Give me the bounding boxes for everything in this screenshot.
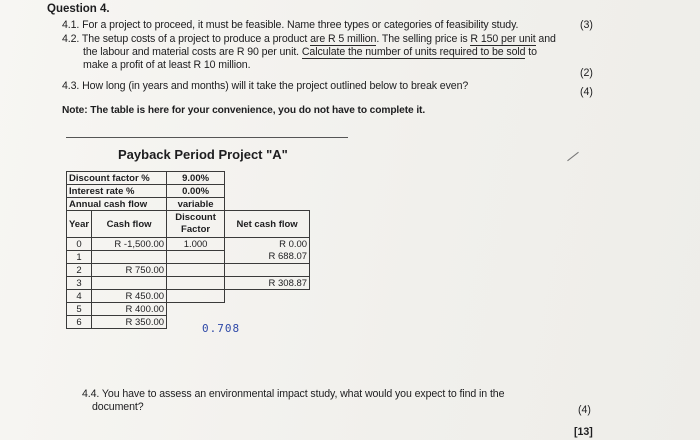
cell-factor bbox=[167, 251, 225, 264]
question-4-4-line2: document? bbox=[92, 401, 144, 413]
table-row bbox=[67, 185, 310, 198]
param-label: Annual cash flow bbox=[67, 198, 167, 211]
cell-cash: R -1,500.00 bbox=[92, 238, 167, 251]
cell-year: 1 bbox=[67, 251, 92, 264]
mark-4-4: (4) bbox=[578, 404, 591, 416]
cell-cash: R 450.00 bbox=[92, 290, 167, 303]
payback-table bbox=[66, 171, 310, 329]
cell-cash: R 750.00 bbox=[92, 264, 167, 277]
param-label: Discount factor % bbox=[67, 172, 167, 185]
table-header-row bbox=[67, 211, 310, 238]
question-4-2-line1: 4.2. The setup costs of a project to produce a product are R 5 million. The selling price is R 150 per unit and bbox=[62, 33, 556, 45]
header-discount-factor: Discount Factor bbox=[167, 211, 225, 238]
mark-4-2: (2) bbox=[580, 67, 593, 79]
header-year: Year bbox=[67, 211, 92, 238]
table-row bbox=[67, 277, 310, 290]
question-4-2-line2: the labour and material costs are R 90 per unit. Calculate the number of units required to be sold to bbox=[83, 46, 537, 58]
underline-setup-cost: are R 5 million bbox=[310, 33, 377, 45]
cell-year: 3 bbox=[67, 277, 92, 290]
header-cash-flow: Cash flow bbox=[92, 211, 167, 238]
cell-year: 0 bbox=[67, 238, 92, 251]
pencil-mark bbox=[567, 152, 579, 161]
table-title: Payback Period Project "A" bbox=[118, 147, 288, 162]
question-4-2-line3: make a profit of at least R 10 million. bbox=[83, 59, 251, 71]
underline-selling-price: R 150 per unit bbox=[470, 33, 536, 45]
table-row bbox=[67, 172, 310, 185]
cell-cash: R 400.00 bbox=[92, 303, 167, 316]
note: Note: The table is here for your convenience, you do not have to complete it. bbox=[62, 105, 426, 116]
cell-factor: 1.000 bbox=[167, 238, 225, 251]
cell-year: 5 bbox=[67, 303, 92, 316]
cell-cash bbox=[92, 277, 167, 290]
table-row bbox=[67, 290, 310, 303]
table-row bbox=[67, 251, 310, 264]
cell-cash bbox=[92, 251, 167, 264]
cell-factor bbox=[167, 264, 225, 277]
param-label: Interest rate % bbox=[67, 185, 167, 198]
cell-year: 2 bbox=[67, 264, 92, 277]
cell-factor bbox=[167, 290, 225, 303]
table-row bbox=[67, 238, 310, 251]
table-row bbox=[67, 198, 310, 211]
mark-4-1: (3) bbox=[580, 19, 593, 31]
cell-net: R 308.87 bbox=[225, 277, 310, 290]
mark-4-3: (4) bbox=[580, 86, 593, 98]
cell-net: R 0.00 bbox=[225, 238, 310, 251]
cell-year: 4 bbox=[67, 290, 92, 303]
total-marks: [13] bbox=[574, 426, 593, 438]
table-row bbox=[67, 264, 310, 277]
param-value: variable bbox=[167, 198, 225, 211]
cell-cash: R 350.00 bbox=[92, 316, 167, 329]
param-value: 0.00% bbox=[167, 185, 225, 198]
question-4-1: 4.1. For a project to proceed, it must be feasible. Name three types or categories of feasibility study. bbox=[62, 19, 519, 31]
underline-calculate: Calculate the number of units required to be sold bbox=[301, 46, 526, 58]
cell-net bbox=[225, 264, 310, 277]
header-net-cash-flow: Net cash flow bbox=[225, 211, 310, 238]
question-4-3: 4.3. How long (in years and months) will it take the project outlined below to break even? bbox=[62, 80, 469, 92]
question-4-4-line1: 4.4. You have to assess an environmental impact study, what would you expect to find in the bbox=[82, 388, 505, 400]
cell-net: R 688.07 bbox=[225, 251, 310, 264]
table-row bbox=[67, 316, 310, 329]
handwritten-note: 0.708 bbox=[202, 322, 241, 335]
cell-year: 6 bbox=[67, 316, 92, 329]
cell-factor bbox=[167, 277, 225, 290]
question-heading: Question 4. bbox=[47, 3, 110, 15]
param-value: 9.00% bbox=[167, 172, 225, 185]
table-row bbox=[67, 303, 310, 316]
